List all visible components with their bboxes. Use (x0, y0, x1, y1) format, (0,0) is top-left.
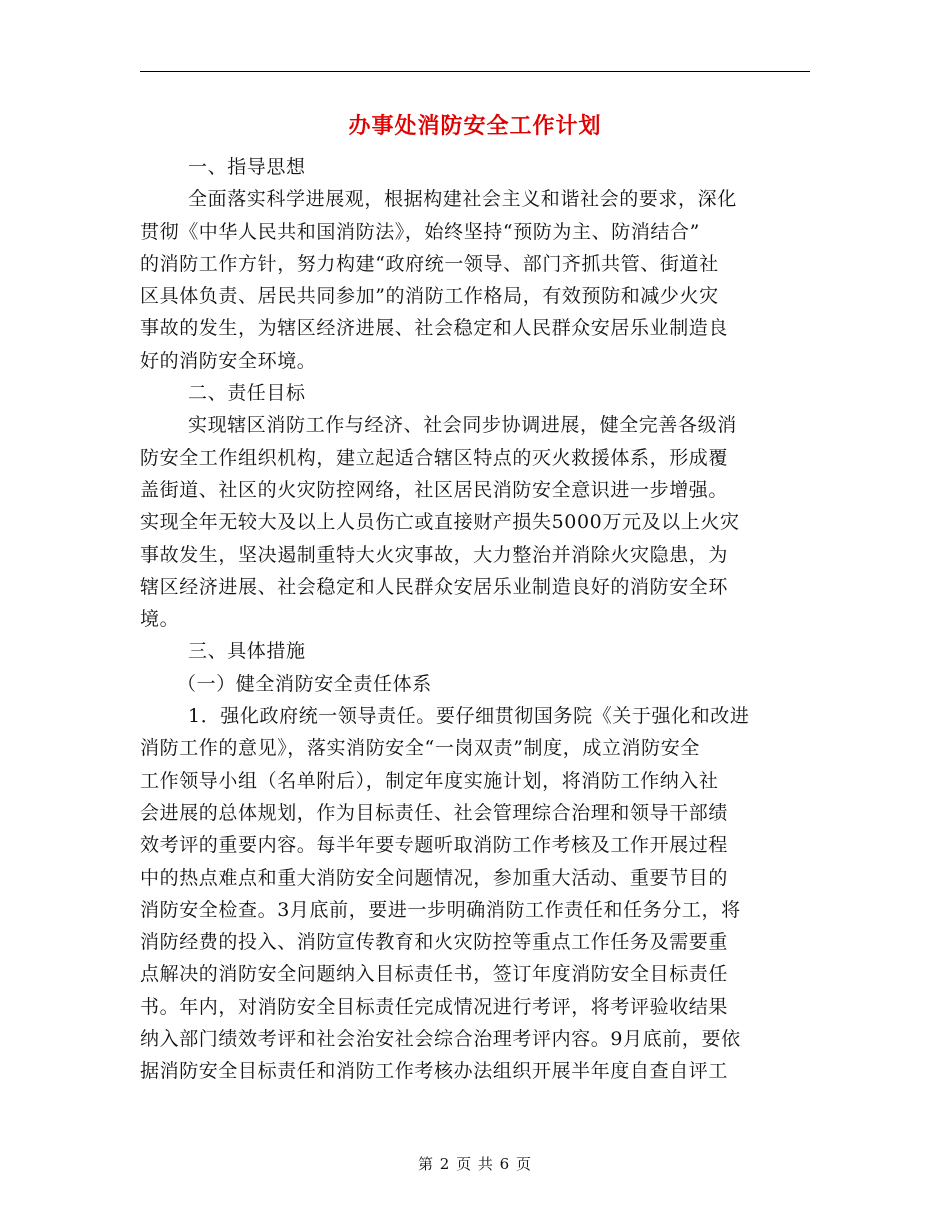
body-line: 盖街道、社区的火灾防控网络，社区居民消防安全意识进一步增强。 (140, 478, 729, 501)
body-line: 会进展的总体规划，作为目标责任、社会管理综合治理和领导干部绩 (140, 801, 729, 824)
document-body (140, 151, 812, 1088)
body-line: 效考评的重要内容。每半年要专题听取消防工作考核及工作开展过程 (140, 834, 729, 857)
document-title: 办事处消防安全工作计划 (348, 113, 602, 139)
body-line: 消防安全检查。3月底前，要进一步明确消防工作责任和任务分工，将 (140, 898, 741, 921)
body-line: 1．强化政府统一领导责任。要仔细贯彻国务院《关于强化和改进 (188, 705, 750, 728)
body-line: 消防工作的意见》，落实消防安全“一岗双责”制度，成立消防安全 (140, 737, 700, 760)
subsection-heading: （一）健全消防安全责任体系 (177, 672, 432, 695)
body-line: 实现辖区消防工作与经济、社会同步协调进展，健全完善各级消 (188, 414, 737, 437)
body-line: 全面落实科学进展观，根据构建社会主义和谐社会的要求，深化 (188, 188, 737, 211)
body-line: 好的消防安全环境。 (140, 349, 317, 372)
body-line: 据消防安全目标责任和消防工作考核办法组织开展半年度自查自评工 (140, 1060, 729, 1083)
body-line: 事故发生，坚决遏制重特大火灾事故，大力整治并消除火灾隐患，为 (140, 543, 729, 566)
section-heading-guiding-ideology: 一、指导思想 (188, 156, 306, 178)
body-line: 的消防工作方针，努力构建“政府统一领导、部门齐抓共管、街道社 (140, 252, 719, 275)
body-line: 消防经费的投入、消防宣传教育和火灾防控等重点工作任务及需要重 (140, 931, 729, 954)
body-line: 贯彻《中华人民共和国消防法》，始终坚持“预防为主、防消结合” (140, 220, 700, 243)
body-line: 中的热点难点和重大消防安全问题情况，参加重大活动、重要节目的 (140, 866, 729, 889)
body-line: 书。年内，对消防安全目标责任完成情况进行考评，将考评验收结果 (140, 995, 729, 1018)
section-heading-specific-measures: 三、具体措施 (188, 640, 306, 663)
body-line: 实现全年无较大及以上人员伤亡或直接财产损失5000万元及以上火灾 (140, 511, 740, 534)
body-line: 工作领导小组（名单附后），制定年度实施计划，将消防工作纳入社 (140, 769, 719, 792)
body-line: 纳入部门绩效考评和社会治安社会综合治理考评内容。9月底前，要依 (140, 1028, 741, 1051)
page-number: 第 2 页 共 6 页 (418, 1155, 532, 1173)
body-line: 辖区经济进展、社会稳定和人民群众安居乐业制造良好的消防安全环 (140, 575, 729, 598)
body-line: 防安全工作组织机构，建立起适合辖区特点的灭火救援体系，形成覆 (140, 446, 729, 469)
body-line: 事故的发生，为辖区经济进展、社会稳定和人民群众安居乐业制造良 (140, 317, 729, 340)
body-line: 境。 (140, 608, 180, 631)
header-rule (140, 71, 810, 72)
body-line: 点解决的消防安全问题纳入目标责任书，签订年度消防安全目标责任 (140, 963, 729, 986)
section-heading-responsibility-goals: 二、责任目标 (188, 382, 306, 405)
body-line: 区具体负责、居民共同参加”的消防工作格局，有效预防和减少火灾 (140, 285, 719, 308)
